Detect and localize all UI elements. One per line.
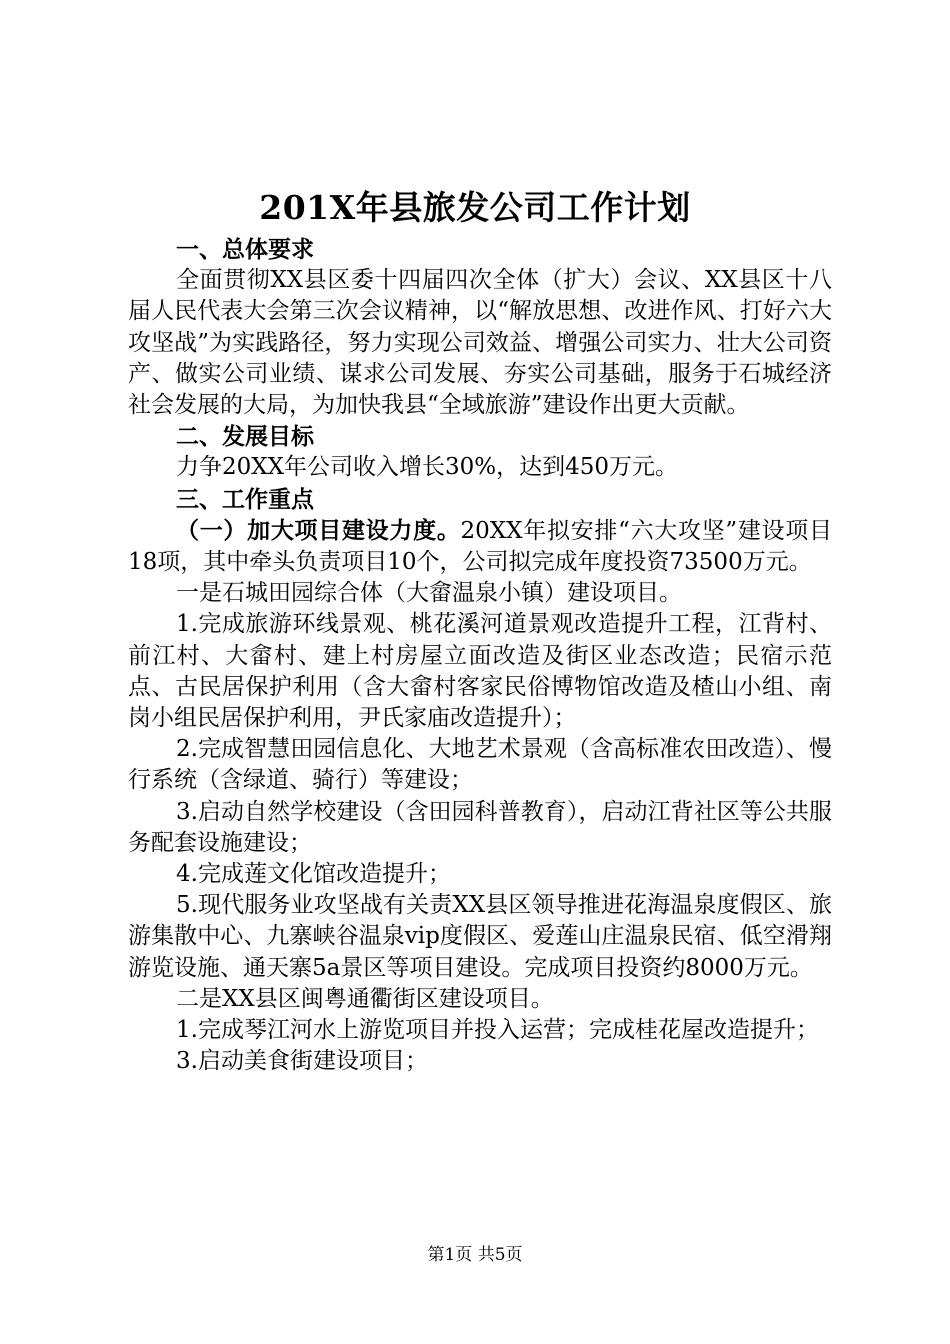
section-heading: 一、总体要求 <box>176 236 314 263</box>
body-paragraph: 一是石城田园综合体（大畲温泉小镇）建设项目。 <box>176 580 682 607</box>
body-paragraph: 全面贯彻XX县区委十四届四次全体（扩大）会议、XX县区十八届人民代表大会第三次会议精神，以“解放思想、改进作风、打好六大攻坚战”为实践路径，努力实现公司效益、增强公司实力、壮大公司资产、做实公司业绩、谋求公司发展、夯实公司基础，服务于石城经济社会发展的大局，为加快我县“全域旅游”建设作出更大贡献。 <box>128 267 832 419</box>
body-paragraph: 二是XX县区闽粤通衢街区建设项目。 <box>176 985 554 1012</box>
body-paragraph: 力争20XX年公司收入增长30%，达到450万元。 <box>176 454 679 481</box>
page-title: 201X年县旅发公司工作计划 <box>259 188 691 227</box>
body-paragraph: 2.完成智慧田园信息化、大地艺术景观（含高标准农田改造）、慢行系统（含绿道、骑行）等建设； <box>128 736 832 794</box>
document-body <box>128 234 832 1077</box>
body-paragraph: 5.现代服务业攻坚战有关责XX县区领导推进花海温泉度假区、旅游集散中心、九寨峡谷温泉vip度假区、爱莲山庄温泉民宿、低空滑翔游览设施、通天寨5a景区等项目建设。完成项目投资约8000万元。 <box>128 892 832 981</box>
subsection-lead: （一）加大项目建设力度。 <box>176 516 461 544</box>
paragraph-text: 20XX年拟安排“六大攻坚”建设项目18项，其中牵头负责项目10个，公司拟完成年度投资73500万元。 <box>128 517 833 576</box>
body-paragraph: 1.完成旅游环线景观、桃花溪河道景观改造提升工程，江背村、前江村、大畲村、建上村房屋立面改造及街区业态改造；民宿示范点、古民居保护利用（含大畲村客家民俗博物馆改造及楂山小组、南岗小组民居保护利用，尹氏家庙改造提升）； <box>128 611 832 732</box>
section-heading: 二、发展目标 <box>176 423 314 451</box>
body-paragraph: 3.启动美食街建设项目； <box>176 1048 428 1075</box>
body-paragraph: 1.完成琴江河水上游览项目并投入运营；完成桂花屋改造提升； <box>176 1017 819 1044</box>
page-footer: 第1页 共5页 <box>427 1245 523 1265</box>
body-paragraph: 3.启动自然学校建设（含田园科普教育），启动江背社区等公共服务配套设施建设； <box>128 798 832 856</box>
body-paragraph: 4.完成莲文化馆改造提升； <box>176 861 451 888</box>
section-heading: 三、工作重点 <box>176 485 314 513</box>
body-paragraph <box>128 515 832 578</box>
